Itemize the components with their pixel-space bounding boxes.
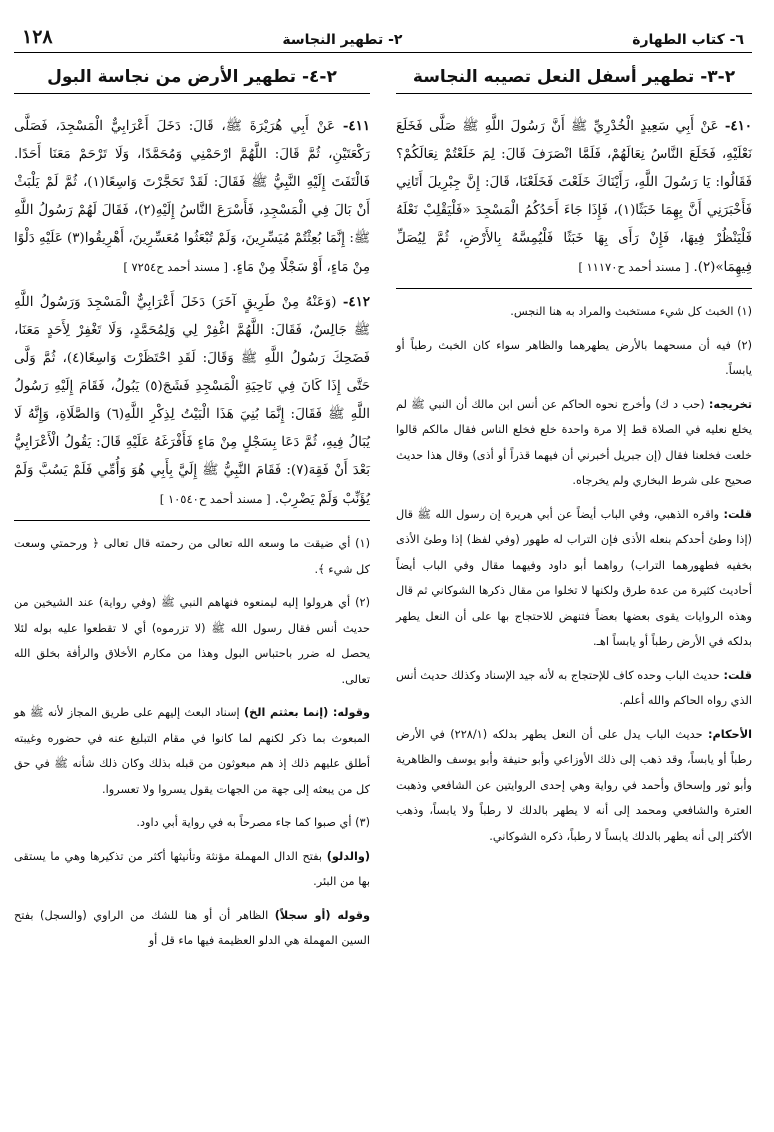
right-column [396, 63, 752, 962]
footnote-1: (١) أي ضيقت ما وسعه الله تعالى من رحمته قال تعالى ﴿ ورحمتي وسعت كل شيء ﴾. [14, 537, 370, 576]
footnote-3: (٣) أي صبوا كما جاء مصرحاً به في رواية أبي داود. [136, 816, 370, 829]
hadith-text: (وَعَنْهُ مِنْ طَرِيقٍ آخَرَ) دَخَلَ أَعْرَابِيٌّ الْمَسْجِدَ وَرَسُولُ اللَّهِ ﷺ جَالِسٌ، فَقَالَ: اللَّهُمَّ اغْفِرْ لِي وَلِمُحَمَّدٍ، وَلَا تَغْفِرْ لِأَحَدٍ مَعَنَا، فَضَحِكَ رَسُولُ اللَّهِ ﷺ وَقَالَ: لَقَدِ احْتَظَرْتَ وَاسِعًا(٤)، ثُمَّ وَلَّى حَتَّى إِذَا كَانَ فِي نَاحِيَةِ الْمَسْجِدِ فَشَجَ(٥) يَبُولُ، فَقَامَ إِلَيْهِ رَسُولُ اللَّهِ ﷺ فَقَالَ: إِنَّمَا بُنِيَ هَذَا الْبَيْتُ لِذِكْرِ اللَّهِ(٦) وَالصَّلَاةِ، وَإِنَّهُ لَا يُبَالُ فِيهِ، ثُمَّ دَعَا بِسَجْلٍ مِنْ مَاءٍ فَأَفْرَغَهُ عَلَيْهِ قَالَ: يَقُولُ الْأَعْرَابِيُّ بَعْدَ أَنْ فَقِهَ(٧): فَقَامَ النَّبِيُّ ﷺ إِلَيَّ بِأَبِي هُوَ وَأُمِّي فَلَمْ يَسُبَّ وَلَمْ يُؤَنِّبْ وَلَمْ يَضْرِبْ. [14, 295, 371, 507]
title-divider [14, 93, 370, 94]
book-page [14, 12, 752, 1120]
footnote-divider [14, 520, 370, 521]
hadith-410 [396, 112, 752, 282]
note-label: تخريجه: [708, 397, 753, 411]
note-text: الظاهر أن أو هنا للشك من الراوي (والسجل) بفتح السين المهملة هي الدلو العظيمة فيها ماء قل أو [14, 908, 370, 947]
hadith-text: عَنْ أَبِي هُرَيْرَةَ ﷺ، قَالَ: دَخَلَ أَعْرَابِيٌّ الْمَسْجِدَ، فَصَلَّى رَكْعَتَيْنِ، ثُمَّ قَالَ: اللَّهُمَّ ارْحَمْنِي وَمُحَمَّدًا، وَلَا تَرْحَمْ مَعَنَا أَحَدًا. فَالْتَفَتَ إِلَيْهِ النَّبِيُّ ﷺ فَقَالَ: لَقَدْ تَحَجَّرْتَ وَاسِعًا(١)، ثُمَّ لَمْ يَلْبَثْ أَنْ بَالَ فِي الْمَسْجِدِ، فَأَسْرَعَ النَّاسُ إِلَيْهِ(٢)، فَقَالَ لَهُمْ رَسُولُ اللَّهِ ﷺ: إِنَّمَا بُعِثْتُمْ مُيَسِّرِينَ، وَلَمْ تُبْعَثُوا مُعَسِّرِينَ، أَهْرِيقُوا(٣) عَلَيْهِ دَلْوًا مِنْ مَاءٍ، أَوْ سَجْلًا مِنْ مَاءٍ. [14, 119, 371, 275]
hadith-source: [ مسند أحمد ح١١١٧٠ ] [578, 260, 690, 274]
qawluhu-note-2 [14, 903, 370, 954]
hadith-411 [14, 112, 370, 282]
note-label: وقوله: (إنما بعثتم الخ) [243, 706, 371, 719]
section-title-right: ٢-٣- تطهير أسفل النعل تصيبه النجاسة [412, 67, 736, 87]
note-text: بفتح الدال المهملة مؤنثة وتأنيثها أكثر من تذكيرها وهي ما يستقى بها من البئر. [14, 849, 370, 888]
hadith-source: [ مسند أحمد ح٧٢٥٤ ] [123, 260, 228, 274]
note-label: (والدلو) [326, 849, 371, 863]
takhrij-note [396, 392, 752, 494]
note-label: قلت: [723, 668, 753, 682]
footnote-2: (٢) أي هرولوا إليه ليمنعوه فنهاهم النبي ﷺ (وفي رواية) عند الشيخين من حديث أنس فقال رسول الله ﷺ (لا تزرموه) أي لا تقطعوا عليه بوله لئلا يحصل له ضرر باحتباس البول وهذا من مكارم الأخلاق والرأفة بخلق الله تعالى. [14, 596, 370, 686]
hadith-source: [ مسند أحمد ح١٠٥٤٠ ] [159, 492, 271, 506]
note-label: قلت: [723, 507, 752, 521]
title-divider [396, 93, 752, 94]
hadith-text: عَنْ أَبِي سَعِيدٍ الْخُدْرِيِّ ﷺ أَنَّ رَسُولَ اللَّهِ ﷺ صَلَّى فَخَلَعَ نَعْلَيْهِ، فَخَلَعَ النَّاسُ نِعَالَهُمْ، فَلَمَّا انْصَرَفَ قَالَ: لِمَ خَلَعْتُمْ نِعَالَكُمْ؟ فَقَالُوا: يَا رَسُولَ اللَّهِ، رَأَيْنَاكَ خَلَعْتَ فَخَلَعْنَا، قَالَ: إِنَّ جِبْرِيلَ أَتَانِي فَأَخْبَرَنِي أَنَّ بِهِمَا خَبَثًا(١)، فَإِذَا جَاءَ أَحَدُكُمُ الْمَسْجِدَ «فَلْيَقْلِبْ نَعْلَهُ فَلْيَنْظُرْ فِيهَا، فَإِنْ رَأَى بِهَا خَبَثًا فَلْيُمِسَّهُ بِالأَرْضِ، ثُمَّ لِيُصَلِّ فِيهِمَا»(٢). [396, 119, 752, 275]
qawluhu-note-1 [14, 700, 370, 802]
note-text: إسناد البعث إليهم على طريق المجاز لأنه ﷺ هو المبعوث بما ذكر لكنهم لما كانوا في مقام التبليغ عنه في حضوره وغيبته أطلق عليهم ذلك إذ هم مبعوثون من قبله بذلك وكان ذلك شأنه ﷺ في حق كل من يبعثه إلى جهة من الجهات يقول يسروا ولا تعسروا. [14, 706, 370, 796]
ahkam-note [396, 722, 752, 850]
footnote-1: (١) الخبث كل شيء مستخبث والمراد به هنا النجس. [510, 305, 752, 318]
columns [14, 63, 752, 962]
footnote-2: (٢) فيه أن مسحهما بالأرض يطهرهما والظاهر سواء كان الخبث رطباً أو يابساً. [396, 338, 752, 377]
qultu-note-1 [396, 502, 752, 655]
hadith-number: ٤١١- [342, 118, 370, 134]
note-text: حديث الباب وحده كاف للإحتجاج به لأنه جيد الإسناد وكذلك حديث أنس الذي رواه الحاكم والله أعلم. [396, 668, 752, 707]
hadith-412 [14, 288, 370, 514]
section-title-left: ٢-٤- تطهير الأرض من نجاسة البول [47, 67, 337, 87]
left-column [14, 63, 370, 962]
note-text: واقره الذهبي، وفي الباب أيضاً عن أبي هريرة إن رسول الله ﷺ قال (إذا وطئ أحدكم بنعله الأذى فإن التراب له طهور (وفي لفظ) إذا وطئ الأذى بخفيه فطهورهما التراب) رواهما أبو داود وفيهما مقال وفي الباب أيضاً أحاديث كثيرة من عدة طرق ولكنها لا تخلوا من مقال ذكرها الشوكاني ثم قال وهذه الروايات يقوى بعضها بعضاً فتنهض للاحتجاج بها على أن النعل يطهر بدلكه في الأرض رطباً أو يابساً اهـ. [396, 507, 752, 648]
note-text: (حب د ك) وأخرج نحوه الحاكم عن أنس ابن مالك أن النبي ﷺ لم يخلع نعليه في الصلاة قط إلا مرة واحدة خلع فخلع الناس فقال مالكم قالوا خلعت فخلعنا فقال (إن جبريل أخبرني أن فيهما قذراً أو أذى) وقال هذا حديث صحيح على شرط البخاري ولم يخرجاه. [396, 397, 752, 487]
page-number: ١٢٨ [22, 26, 53, 48]
page-header [14, 12, 752, 53]
header-book-title: ٦- كتاب الطهارة [632, 32, 744, 48]
hadith-number: ٤١٢- [342, 294, 370, 310]
note-text: حديث الباب يدل على أن النعل يطهر بدلكه (٢٢٨/١) في الأرض رطباً أو يابساً، وقد ذهب إلى ذلك الأوزاعي وأبو حنيفة وأبو يوسف والظاهرية وأبو ثور وإسحاق وأحمد في رواية وهي إحدى الروايتين عن الشافعي وذهبت العترة والشافعي ومحمد إلى أنه لا يطهر بالدلك لا رطباً ولا يابساً، وذهب الأكثر إلى أنه يطهر بالدلك يابساً لا رطباً، ذكره الشوكاني. [396, 727, 752, 843]
qultu-note-2 [396, 663, 752, 714]
note-label: الأحكام: [707, 727, 752, 741]
header-section-title: ٢- تطهير النجاسة [282, 32, 403, 48]
dalw-note [14, 844, 370, 895]
hadith-number: ٤١٠- [724, 118, 752, 134]
footnote-divider [396, 288, 752, 289]
note-label: وقوله (أو سجلاً) [274, 908, 371, 922]
